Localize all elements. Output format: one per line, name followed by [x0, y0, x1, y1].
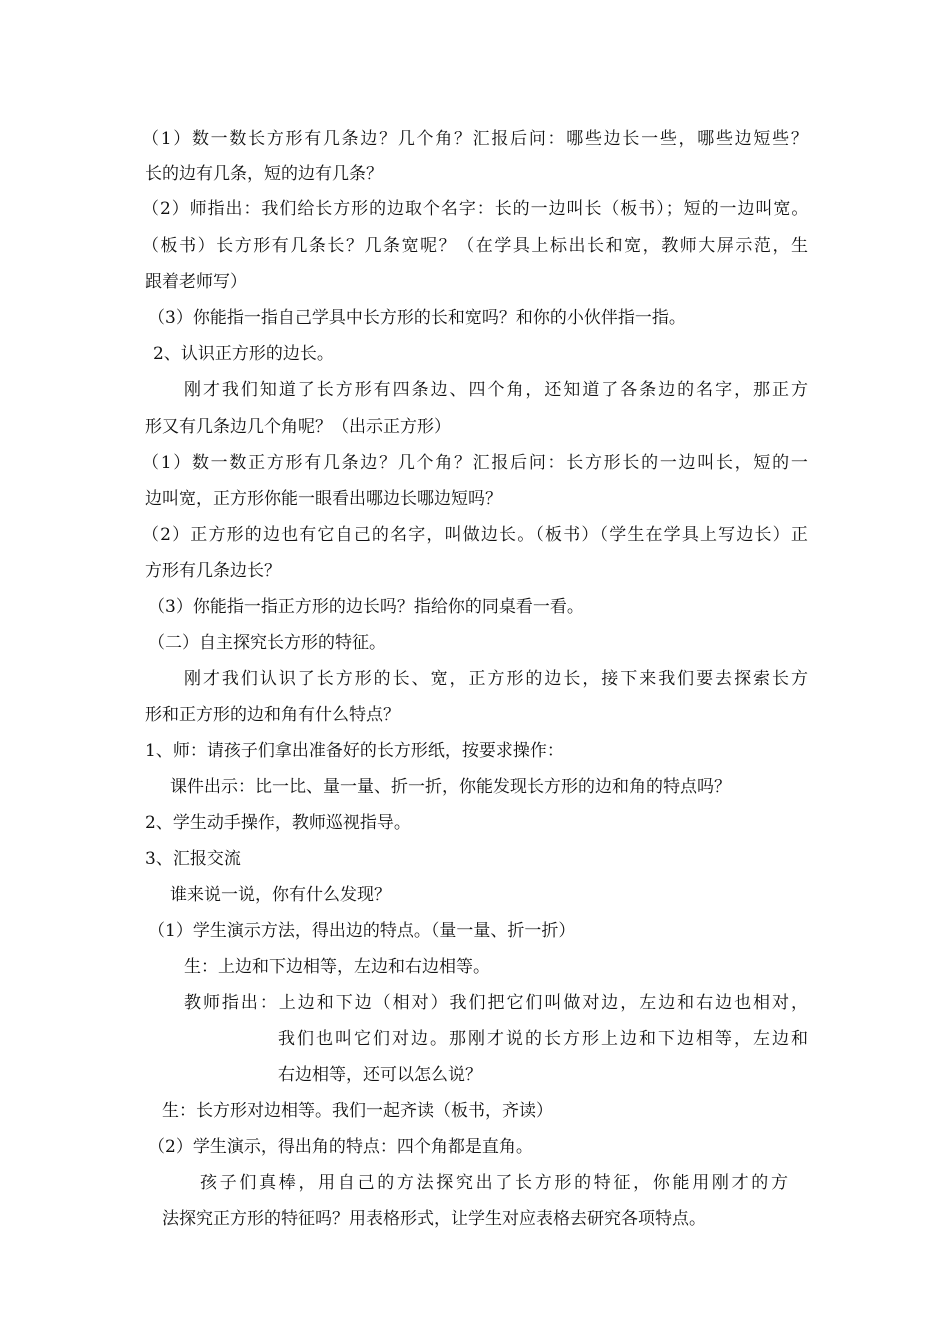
text-line: （2）正方形的边也有它自己的名字，叫做边长。（板书）（学生在学具上写边长）正: [142, 525, 809, 545]
text-line: （3）你能指一指自己学具中长方形的长和宽吗？和你的小伙伴指一指。: [148, 308, 686, 328]
text-line: （3）你能指一指正方形的边长吗？指给你的同桌看一看。: [148, 597, 584, 617]
text-line: （1）数一数正方形有几条边？几个角？汇报后问：长方形长的一边叫长，短的一: [142, 453, 810, 473]
text-line: 形又有几条边几个角呢？（出示正方形）: [145, 417, 451, 437]
text-line: 方形有几条边长？: [145, 561, 281, 581]
text-line: 谁来说一说，你有什么发现？: [170, 885, 391, 905]
text-line: 教师指出：上边和下边（相对）我们把它们叫做对边，左边和右边也相对，: [184, 993, 810, 1013]
text-line: 3、汇报交流: [145, 849, 241, 869]
text-line: 生：长方形对边相等。我们一起齐读（板书，齐读）: [162, 1101, 553, 1121]
text-line: 刚才我们认识了长方形的长、宽，正方形的边长，接下来我们要去探索长方: [184, 669, 810, 689]
text-line: 2、认识正方形的边长。: [153, 344, 334, 364]
text-line: 1、师：请孩子们拿出准备好的长方形纸，按要求操作：: [145, 741, 564, 761]
text-line: 跟着老师写）: [145, 272, 247, 292]
text-line: 生：上边和下边相等，左边和右边相等。: [184, 957, 490, 977]
text-line: 法探究正方形的特征吗？用表格形式，让学生对应表格去研究各项特点。: [162, 1209, 706, 1229]
text-line: （1）数一数长方形有几条边？几个角？汇报后问：哪些边长一些，哪些边短些？: [142, 129, 810, 149]
text-line: 形和正方形的边和角有什么特点？: [145, 705, 400, 725]
text-line: （1）学生演示方法，得出边的特点。（量一量、折一折）: [148, 921, 576, 941]
section-heading: （二）自主探究长方形的特征。: [148, 633, 386, 653]
text-line: 课件出示：比一比、量一量、折一折，你能发现长方形的边和角的特点吗？: [170, 777, 731, 797]
text-line: 长的边有几条，短的边有几条？: [145, 164, 383, 184]
text-line: （板书）长方形有几条长？几条宽呢？（在学具上标出长和宽，教师大屏示范，生: [142, 236, 810, 256]
text-line: 刚才我们知道了长方形有四条边、四个角，还知道了各条边的名字，那正方: [184, 380, 810, 400]
text-line: （2）学生演示，得出角的特点：四个角都是直角。: [148, 1137, 533, 1157]
text-line: 我们也叫它们对边。那刚才说的长方形上边和下边相等，左边和: [278, 1029, 810, 1049]
text-line: 2、学生动手操作，教师巡视指导。: [145, 813, 411, 833]
text-line: 边叫宽，正方形你能一眼看出哪边长哪边短吗？: [145, 489, 502, 509]
text-line: （2）师指出：我们给长方形的边取个名字：长的一边叫长（板书）；短的一边叫宽。: [142, 199, 810, 219]
text-line: 右边相等，还可以怎么说？: [278, 1065, 482, 1085]
text-line: 孩子们真棒，用自己的方法探究出了长方形的特征，你能用刚才的方: [200, 1173, 791, 1193]
